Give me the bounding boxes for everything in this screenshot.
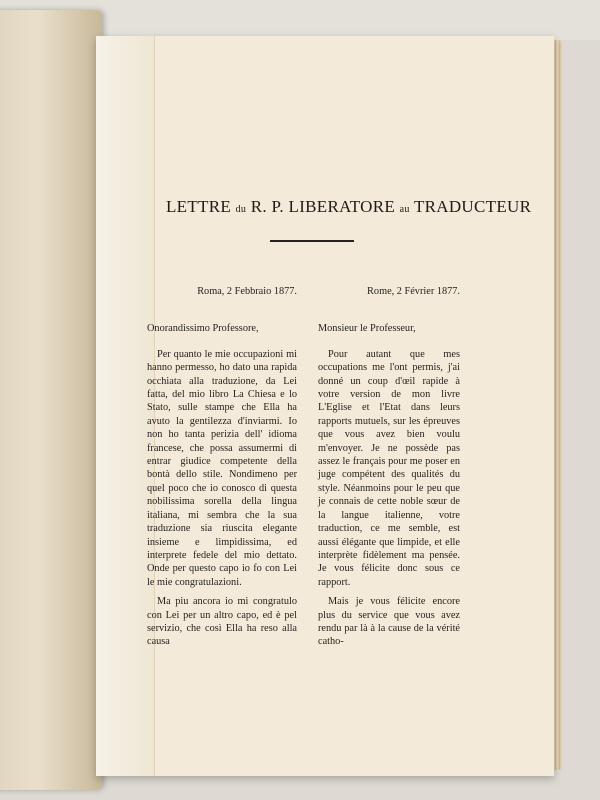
french-salutation: Monsieur le Professeur, — [318, 323, 416, 335]
title-rule — [270, 240, 354, 242]
title-word-5: TRADUCTEUR — [413, 197, 532, 216]
french-paragraph-2: Mais je vous félicite encore plus du service que vous avez rendu par là à la cause de la vérité catho- — [318, 596, 460, 648]
french-column — [318, 285, 460, 655]
left-page — [0, 10, 102, 790]
page-title — [166, 197, 532, 217]
italian-column — [147, 285, 297, 655]
italian-paragraph-1: Per quanto le mie occupazioni mi hanno permesso, ho dato una rapida occhiata alla traduzione, da Lei fatta, del mio libro La Chiesa e lo Stato, sulle stampe che Ella ha avuto la gentilezza d'inviarmi. Io non ho tanta perizia dell' idioma francese, che possa assumermi di entrar giudice competente della bontà dello stile. Nondimeno per quel poco che io conosco di questa nobilissima sorella della lingua italiana, mi sembra che la sua traduzione sia riuscita elegante insieme e limpidissima, ed interprete fedele del mio dettato. Onde per questo capo io fo con Lei le mie congratulazioni. — [147, 348, 297, 588]
italian-paragraph-2: Ma piu ancora io mi congratulo con Lei per un altro capo, ed è pel servizio, che così Ella ha reso alla causa — [147, 596, 297, 648]
french-date: Rome, 2 Février 1877. — [367, 286, 460, 297]
title-word-4: au — [399, 204, 410, 215]
french-paragraph-1: Pour autant que mes occupations me l'ont permis, j'ai donné un coup d'œil rapide à votre version de mon livre L'Eglise et l'Etat dans leurs rapports mutuels, sur les épreuves que vous avez bien voulu m'envoyer. Je ne possède pas assez le français pour me poser en juge compétent des qualités du style. Néanmoins pour le peu que je connais de cette noble sœur de la langue italienne, votre traduction, ce me semble, est aussi élégante que limpide, et elle interprète fidèlement ma pensée. Je vous félicite donc sous ce rapport. — [318, 348, 460, 588]
italian-salutation: Onorandissimo Professore, — [147, 323, 259, 335]
title-word-1: LETTRE — [166, 197, 232, 216]
title-word-2: du — [235, 204, 247, 215]
italian-date: Roma, 2 Febbraio 1877. — [197, 286, 297, 297]
title-word-3: R. P. LIBERATORE — [250, 197, 396, 216]
